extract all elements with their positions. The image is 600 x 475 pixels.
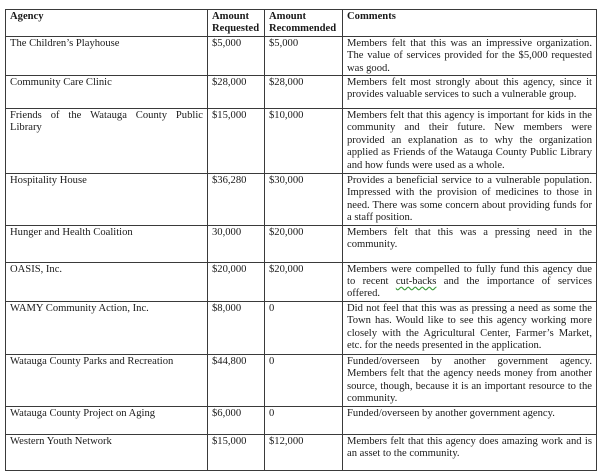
amount-recommended: $30,000 <box>265 174 343 226</box>
table-row <box>6 225 597 262</box>
table-row <box>6 262 597 301</box>
amount-requested: $28,000 <box>208 76 265 109</box>
comment: Members felt that this agency is important for kids in the community and their future. New members were provided an explanation as to why the organization applied as Friends of the Watauga County Public Library and how funds were used as a whole. <box>343 109 597 174</box>
table-row <box>6 174 597 226</box>
comment: Members felt that this agency does amazing work and is an asset to the community. <box>343 434 597 470</box>
amount-recommended: 0 <box>265 354 343 406</box>
amount-requested: $6,000 <box>208 406 265 434</box>
agency-name: Watauga County Project on Aging <box>6 406 208 434</box>
comment: Provides a beneficial service to a vulnerable population. Impressed with the provision of medicines to those in need. There was some concern about providing funds for a staff position. <box>343 174 597 226</box>
amount-recommended: $20,000 <box>265 262 343 301</box>
agency-name: Hunger and Health Coalition <box>6 225 208 262</box>
amount-recommended: $20,000 <box>265 225 343 262</box>
amount-requested: $36,280 <box>208 174 265 226</box>
amount-requested: $8,000 <box>208 301 265 354</box>
table-row <box>6 406 597 434</box>
agency-name: Friends of the Watauga County Public Library <box>6 109 208 174</box>
comment: Members felt that this was an impressive organization. The value of services provided for the $5,000 requested was good. <box>343 36 597 75</box>
comment-text: Members were compelled to fully fund this agency due to recent <box>347 263 592 288</box>
header-amount-requested: Amount Requested <box>208 10 265 37</box>
amount-requested: $15,000 <box>208 109 265 174</box>
agency-name: Western Youth Network <box>6 434 208 470</box>
comment: Funded/overseen by another government agency. <box>343 406 597 434</box>
comment: Members felt that this was a pressing need in the community. <box>343 225 597 262</box>
comment: Members felt most strongly about this agency, since it provides valuable services to such a vulnerable group. <box>343 76 597 109</box>
amount-requested: $5,000 <box>208 36 265 75</box>
header-amount-recommended: Amount Recommended <box>265 10 343 37</box>
amount-recommended: 0 <box>265 406 343 434</box>
amount-requested: $44,800 <box>208 354 265 406</box>
comment: Did not feel that this was as pressing a need as some the Town has. Would like to see this agency working more closely with the Agricultural Center, Farmer’s Market, etc. for the needs presented in the application. <box>343 301 597 354</box>
comment-text: and the importance of services offered. <box>347 276 593 300</box>
amount-requested: $15,000 <box>208 434 265 470</box>
agency-name: WAMY Community Action, Inc. <box>6 301 208 354</box>
table-row <box>6 434 597 470</box>
grammar-flagged-word: cut-backs <box>395 276 437 288</box>
table-row <box>6 36 597 75</box>
agency-name: OASIS, Inc. <box>6 262 208 301</box>
amount-requested: $20,000 <box>208 262 265 301</box>
amount-recommended: $28,000 <box>265 76 343 109</box>
amount-recommended: $12,000 <box>265 434 343 470</box>
agency-name: Watauga County Parks and Recreation <box>6 354 208 406</box>
header-comments: Comments <box>343 10 597 37</box>
table-row <box>6 301 597 354</box>
agency-name: The Children’s Playhouse <box>6 36 208 75</box>
header-row <box>6 10 597 37</box>
agency-name: Hospitality House <box>6 174 208 226</box>
comment <box>343 262 597 301</box>
agency-name: Community Care Clinic <box>6 76 208 109</box>
comment: Funded/overseen by another government agency. Members felt that the agency needs money from another source, though, because it is an important resource to the community. <box>343 354 597 406</box>
header-agency: Agency <box>6 10 208 37</box>
funding-recommendations-table <box>5 9 597 471</box>
amount-recommended: 0 <box>265 301 343 354</box>
amount-recommended: $5,000 <box>265 36 343 75</box>
amount-requested: 30,000 <box>208 225 265 262</box>
table-row <box>6 109 597 174</box>
amount-recommended: $10,000 <box>265 109 343 174</box>
table-row <box>6 76 597 109</box>
table-row <box>6 354 597 406</box>
